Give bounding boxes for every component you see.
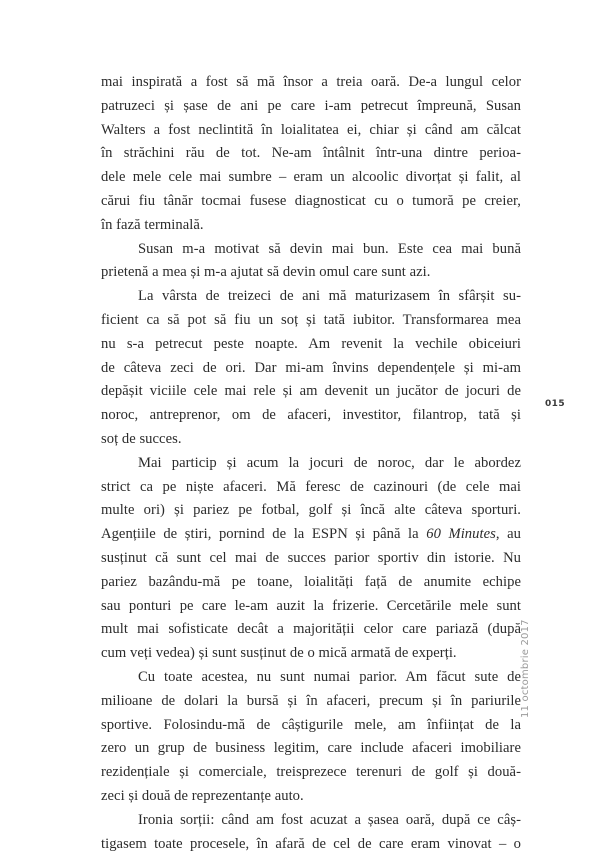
text-line: pariez bazându-mă pe toane, loialități față de anumite echipe xyxy=(101,571,521,595)
paragraph xyxy=(101,285,521,452)
text-line: La vârsta de treizeci de ani mă maturizasem în sfârșit su- xyxy=(101,285,521,309)
paragraph xyxy=(101,809,521,856)
text-line: dele mele cele mai sumbre – eram un alcoolic divorțat și falit, al xyxy=(101,166,521,190)
text-line: Mai particip și acum la jocuri de noroc, dar le abordez xyxy=(101,452,521,476)
text-line: cum veți vedea) și sunt susținut de o mică armată de experți. xyxy=(101,642,521,666)
page-number: 015 xyxy=(545,399,565,409)
text-line: cărui fiu tânăr tocmai fusese diagnosticat cu o tumoră pe creier, xyxy=(101,190,521,214)
text-line: Susan m-a motivat să devin mai bun. Este cea mai bună xyxy=(101,238,521,262)
text-line: în fază terminală. xyxy=(101,214,521,238)
text-line: Walters a fost neclintită în loialitatea ei, chiar și când am călcat xyxy=(101,119,521,143)
italic-title: 60 Minutes xyxy=(426,526,496,542)
paragraph xyxy=(101,71,521,238)
text-line: Cu toate acestea, nu sunt numai parior. Am făcut sute de xyxy=(101,666,521,690)
text-line: soț de succes. xyxy=(101,428,521,452)
text-line: prietenă a mea și m-a ajutat să devin omul care sunt azi. xyxy=(101,261,521,285)
side-date-stamp: 11 octombrie 2017 xyxy=(520,619,531,718)
text-line: depășit viciile cele mai rele și am devenit un jucător de jocuri de xyxy=(101,380,521,404)
paragraph xyxy=(101,238,521,286)
paragraph xyxy=(101,452,521,666)
text-line: mult mai sofisticate decât a majorității celor care pariază (după xyxy=(101,618,521,642)
text-line: milioane de dolari la bursă și în afaceri, precum și în pariurile xyxy=(101,690,521,714)
text-line-with-italic xyxy=(101,523,521,547)
text-line: de câteva zeci de ori. Dar mi-am învins dependențele și mi-am xyxy=(101,357,521,381)
line-start: Agențiile de știri, pornind de la ESPN și până la xyxy=(101,526,426,542)
text-line: multe ori) și pariez pe fotbal, golf și încă alte câteva sporturi. xyxy=(101,499,521,523)
text-line: patruzeci și șase de ani pe care i-am petrecut împreună, Susan xyxy=(101,95,521,119)
line-end: , au xyxy=(496,526,521,542)
body-text xyxy=(101,71,521,856)
text-line: sau ponturi pe care le-am auzit la frizerie. Cercetările mele sunt xyxy=(101,595,521,619)
text-line: ficient ca să pot să fiu un soț și tată iubitor. Transformarea mea xyxy=(101,309,521,333)
paragraph xyxy=(101,666,521,809)
text-line: strict ca pe niște afaceri. Mă feresc de cazinouri (de cele mai xyxy=(101,476,521,500)
text-line: rezidențiale și comerciale, treisprezece terenuri de golf și două- xyxy=(101,761,521,785)
text-line: Ironia sorții: când am fost acuzat a șasea oară, după ce câș- xyxy=(101,809,521,833)
text-line: zeci și două de reprezentanțe auto. xyxy=(101,785,521,809)
text-line: mai inspirată a fost să mă însor a treia oară. De-a lungul celor xyxy=(101,71,521,95)
text-line: în străchini rău de tot. Ne-am întâlnit într-una dintre perioa- xyxy=(101,142,521,166)
text-line: zero un grup de business legitim, care include afaceri imobiliare xyxy=(101,737,521,761)
text-line: sportive. Folosindu-mă de câștigurile mele, am înființat de la xyxy=(101,714,521,738)
text-line: susținut că sunt cel mai de succes parior sportiv din istorie. Nu xyxy=(101,547,521,571)
text-line: tigasem toate procesele, în afară de cel de care eram vinovat – o xyxy=(101,833,521,856)
text-line: noroc, antreprenor, om de afaceri, investitor, filantrop, tată și xyxy=(101,404,521,428)
text-line: nu s-a petrecut peste noapte. Am revenit la vechile obiceiuri xyxy=(101,333,521,357)
